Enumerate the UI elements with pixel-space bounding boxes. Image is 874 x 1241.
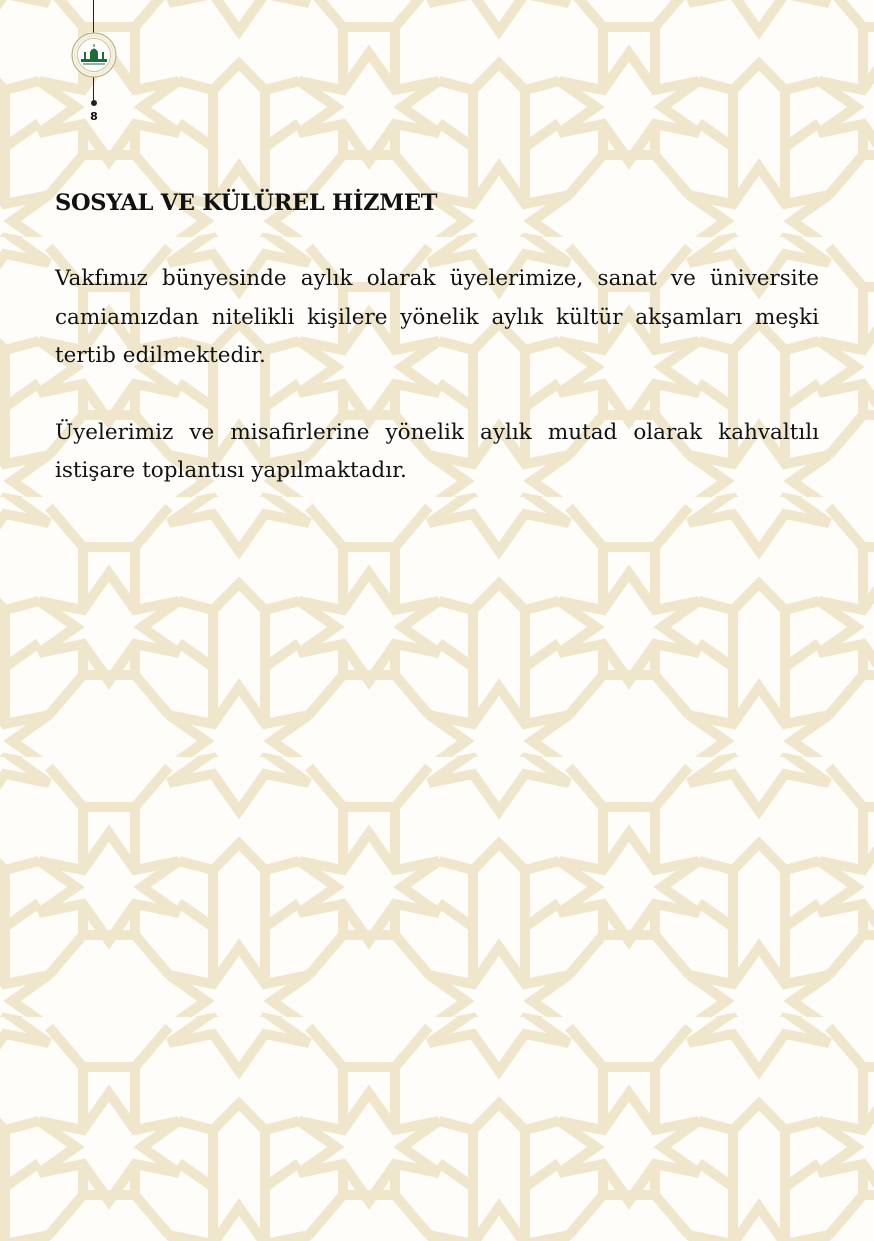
paragraph-breakfast-meetings: Üyelerimiz ve misafirlerine yönelik aylık mutad olarak kahvaltılı istişare toplantısı yapılmaktadır.: [55, 419, 819, 483]
page-number: 8: [90, 110, 98, 123]
header-line-dot: [91, 100, 97, 106]
section-title: SOSYAL VE KÜLÜREL HİZMET: [55, 190, 438, 216]
paragraph-cultural-evenings: Vakfımız bünyesinde aylık olarak üyelerimize, sanat ve üniversite camiamızdan nitelikli kişilere yönelik aylık kültür akşamları meşki tertib edilmektedir.: [55, 266, 819, 368]
page-content: [55, 186, 819, 529]
foundation-logo-icon: [71, 32, 117, 78]
